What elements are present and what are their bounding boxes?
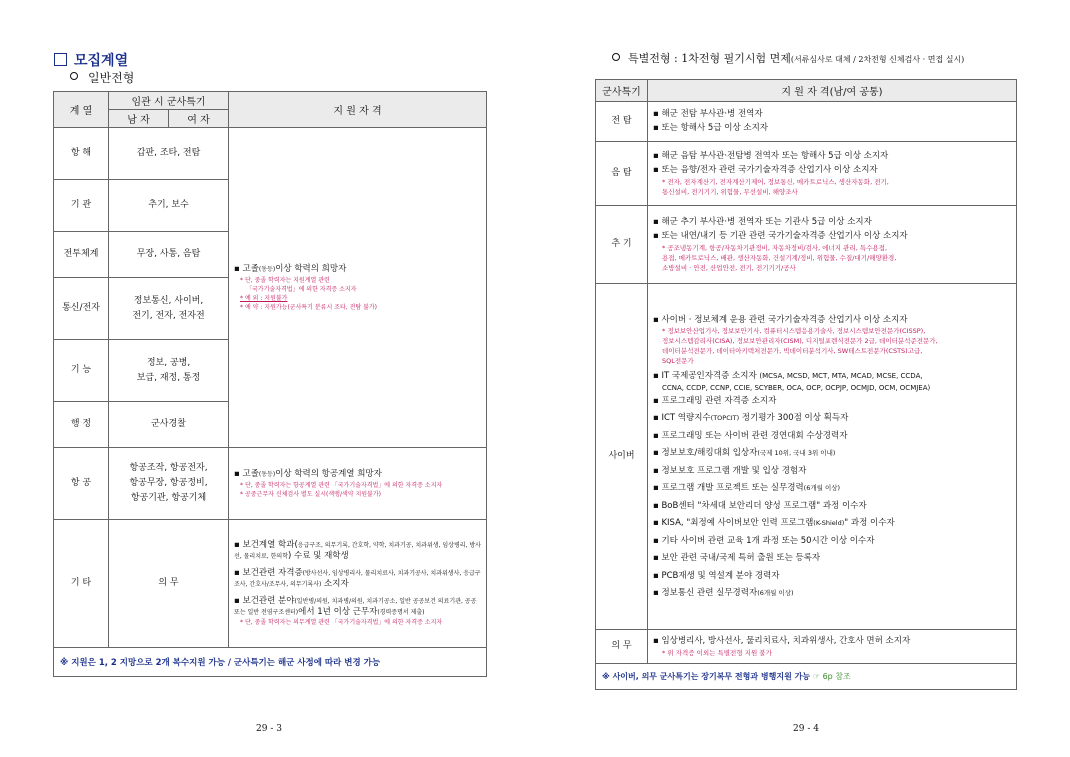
specialty-label: 추 기 xyxy=(596,206,648,284)
page-reference: ☞ 6p 참조 xyxy=(812,672,851,681)
specialty-cell: 군사경찰 xyxy=(109,402,229,448)
qualification-aviation: ▪ 고졸(동등)이상 학력의 항공계열 희망자 * 단, 중졸 학력자는 항공계열 관련 「국가기술자격법」에 의한 자격증 소지자 * 공중근무자 신체검사 별도 실시(색맹/색약 지원불가) xyxy=(229,448,487,520)
header-qualification: 지 원 자 격(남/여 공통) xyxy=(648,80,1017,102)
subsection-title: 일반전형 xyxy=(70,69,134,86)
specialty-cell: 추기, 보수 xyxy=(109,180,229,232)
field-cell: 전투체계 xyxy=(54,232,109,278)
special-track-table xyxy=(595,79,1017,690)
specialty-cell: 정보통신, 사이버, 전기, 전자, 전자전 xyxy=(109,278,229,340)
footer-note: ※ 지원은 1, 2 지망으로 2개 복수지원 가능 / 군사특기는 해군 사정에 따라 변경 가능 xyxy=(54,648,487,677)
header-specialty: 임관 시 군사특기 xyxy=(109,92,229,110)
header-field: 계 열 xyxy=(54,92,109,128)
qualification-medical: ▪ 보건계열 학과(응급구조, 의무기록, 간호학, 약학, 치과기공, 치과위생, 임상병리, 방사선, 물리치료, 한의학) 수료 및 재학생 ▪ 보건관련 자격증(방사선사, 임상병리사, 물리치료사, 치과기공사, 치과위생사, 응급구조사, 간호사/조무사, 의무기록사) 소지자 ▪ 보건관련 분야(일반병/의원, 치과병/의원, 치과기공소, 일반 공공보건 의료기관, 공공 또는 일반 전염구조센터)에서 1년 이상 근무자(경력증명서 제출) * 단, 중졸 학력자는 의무계열 관련 「국가기술자격법」에 의한 자격증 소지자 xyxy=(229,520,487,648)
field-cell: 기 타 xyxy=(54,520,109,648)
page-number: 29 - 3 xyxy=(256,724,282,734)
footer-note: ※ 사이버, 의무 군사특기는 장기복무 전형과 병행지원 가능 ☞ 6p 참조 xyxy=(596,664,1017,690)
qualification-jeontam: ▪ 해군 전탐 부사관·병 전역자 ▪ 또는 항해사 5급 이상 소지자 xyxy=(648,102,1017,142)
specialty-cell: 항공조작, 항공전자, 항공무장, 항공정비, 항공기관, 항공기체 xyxy=(109,448,229,520)
specialty-label: 전 탐 xyxy=(596,102,648,142)
specialty-label: 음 탐 xyxy=(596,142,648,206)
field-cell: 항 공 xyxy=(54,448,109,520)
header-female: 여 자 xyxy=(169,110,229,128)
qualification-general: ▪ 고졸(동등)이상 학력의 희망자 * 단, 중졸 학력자는 지원계열 관련 「국가기술자격법」에 의한 자격증 소지자 * 예 외 : 지원불가 * 예 약 : 지원가능(군사특기 분류시 조타, 전탐 불가) xyxy=(229,128,487,448)
circle-bullet-icon xyxy=(70,72,78,80)
field-cell: 기 능 xyxy=(54,340,109,402)
qualification-cyber: ▪ 사이버 · 정보체계 운용 관련 국가기술자격증 산업기사 이상 소지자 * 정보보안산업기사, 정보보안기사, 컴퓨터시스템응용기술사, 정보시스템보안전문가(CISSP), 정보시스템감리사(CISA), 정보보안관리자(CISM), 디지털포렌식전문가 2급, 데이터분석준전문가, 데이터분석전문가, 데이터아키텍처전문가, 빅데이터분석기사, SW테스트전문가(CSTS)고급, SQL전문가 ▪ IT 국제공인자격증 소지자 (MCSA, MCSD, MCT, MTA, MCAD, MCSE, CCDA, CCNA, CCDP, CCNP, CCIE, SCYBER, OCA, OCP, OCPJP, OCMJD, OCM, OCMJEA) ▪ 프로그래밍 관련 자격증 소지자 ▪ ICT 역량지수(TOPCIT) 정기평가 300점 이상 획득자 ▪ 프로그래밍 또는 사이버 관련 경연대회 수상경력자 ▪ 정보보호/해킹대회 입상자(국제 10위, 국내 3위 이내) ▪ 정보보호 프로그램 개발 및 입상 경험자 ▪ 프로그램 개발 프로젝트 또는 실무경력(6개월 이상) ▪ BoB센터 "차세대 보안리더 양성 프로그램" 과정 이수자 ▪ KISA, "최정예 사이버보안 인력 프로그램(K-Shield)" 과정 이수자 ▪ 기타 사이버 관련 교육 1개 과정 또는 50시간 이상 이수자 ▪ 보안 관련 국내/국제 특허 출원 또는 등록자 ▪ PCB재생 및 역설계 분야 경력자 ▪ 정보통신 관련 실무경력자(6개월 이상) xyxy=(648,284,1017,630)
header-specialty: 군사특기 xyxy=(596,80,648,102)
specialty-cell: 정보, 공병, 보급, 재정, 통정 xyxy=(109,340,229,402)
section-title: 모집계열 xyxy=(54,50,128,70)
specialty-cell: 의 무 xyxy=(109,520,229,648)
field-cell: 항 해 xyxy=(54,128,109,180)
header-male: 남 자 xyxy=(109,110,169,128)
field-cell: 기 관 xyxy=(54,180,109,232)
right-page xyxy=(535,0,1070,757)
header-qualification: 지 원 자 격 xyxy=(229,92,487,128)
qualification-eumtam: ▪ 해군 음탐 부사관·전탐병 전역자 또는 항해사 5급 이상 소지자 ▪ 또는 음향/전자 관련 국가기술자격증 산업기사 이상 소지자 * 전자, 전자계산기, 전자계산기제어, 정보통신, 메카트로닉스, 생산자동화, 전기, 통신설비, 전기기기, 위험물, 무선설비, 해양조사 xyxy=(648,142,1017,206)
square-bullet-icon xyxy=(54,53,67,66)
circle-bullet-icon xyxy=(612,53,620,61)
qualification-chugi: ▪ 해군 추기 부사관·병 전역자 또는 기관사 5급 이상 소지자 ▪ 또는 내연/내기 등 기관 관련 국가기술자격증 산업기사 이상 소지자 * 공조냉동기계, 항공/자동차기관정비, 자동차정비/검사, 에너지 관리, 특수용접, 용접, 메카트로닉스, 배관, 생산자동화, 건설기계/정비, 위험물, 수질/대기/해양환경, 소방설비 · 안전, 산업안전, 전기, 전기기기/공사 xyxy=(648,206,1017,284)
specialty-label: 의 무 xyxy=(596,630,648,664)
special-track-title: 특별전형 : 1차전형 필기시험 면제(서류심사로 대체 / 2차전형 신체검사 · 면접 실시) xyxy=(612,50,964,66)
field-cell: 통신/전자 xyxy=(54,278,109,340)
qualification-uimu: ▪ 임상병리사, 방사선사, 물리치료사, 치과위생사, 간호사 면허 소지자 * 위 자격증 이외는 특별전형 지원 불가 xyxy=(648,630,1017,664)
specialty-cell: 무장, 사통, 음탐 xyxy=(109,232,229,278)
specialty-cell: 갑판, 조타, 전탐 xyxy=(109,128,229,180)
general-track-table xyxy=(53,91,487,677)
page-number: 29 - 4 xyxy=(793,724,819,734)
specialty-label: 사이버 xyxy=(596,284,648,630)
field-cell: 행 정 xyxy=(54,402,109,448)
